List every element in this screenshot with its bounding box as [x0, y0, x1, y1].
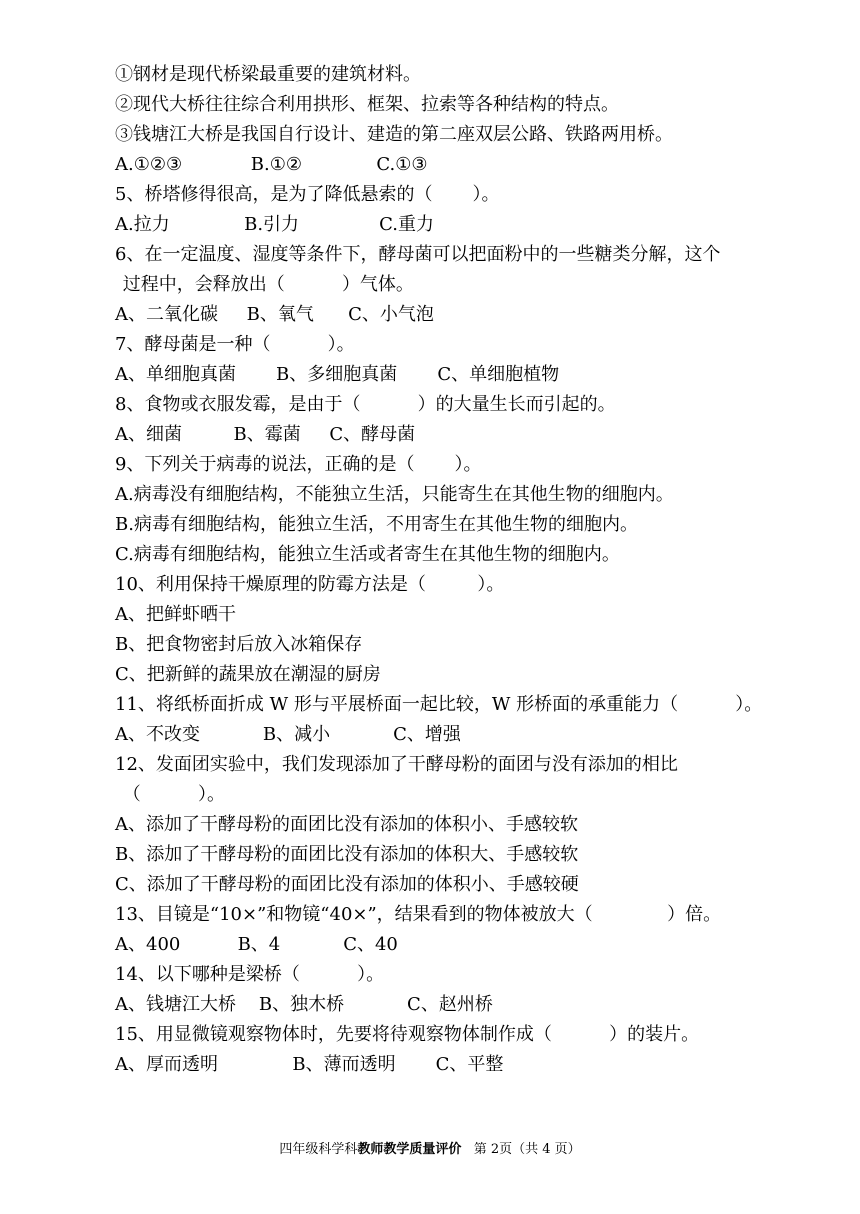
question-10: 10、利用保持干燥原理的防霉方法是（ ）。 [115, 574, 505, 595]
answer-options: A、400 B、4 C、40 [115, 934, 398, 955]
question-14: 14、以下哪种是梁桥（ ）。 [115, 964, 385, 985]
question-9: 9、下列关于病毒的说法，正确的是（ ）。 [115, 454, 482, 475]
question-5: 5、桥塔修得很高，是为了降低悬索的（ ）。 [115, 184, 500, 205]
footer-subject: 四年级科学科 [279, 1142, 358, 1157]
footer-title: 教师教学质量评价 [357, 1142, 462, 1157]
answer-options: A、钱塘江大桥 B、独木桥 C、赵州桥 [115, 994, 493, 1015]
answer-options: A、不改变 B、减小 C、增强 [115, 724, 461, 745]
question-11: 11、将纸桥面折成 W 形与平展桥面一起比较，W 形桥面的承重能力（ ）。 [115, 694, 763, 715]
answer-option-c: C.病毒有细胞结构，能独立生活或者寄生在其他生物的细胞内。 [115, 544, 620, 565]
answer-option-b: B、把食物密封后放入冰箱保存 [115, 634, 363, 655]
question-15: 15、用显微镜观察物体时，先要将待观察物体制作成（ ）的装片。 [115, 1024, 700, 1045]
text-line: ②现代大桥往往综合利用拱形、框架、拉索等各种结构的特点。 [115, 94, 619, 115]
question-6-cont: 过程中，会释放出（ ）气体。 [117, 274, 414, 295]
answer-options: A、细菌 B、霉菌 C、酵母菌 [115, 424, 416, 445]
answer-options: A.①②③ B.①② C.①③ [115, 154, 428, 175]
text-line: ①钢材是现代桥梁最重要的建筑材料。 [115, 64, 421, 85]
page-footer [0, 1138, 860, 1157]
answer-option-a: A、添加了干酵母粉的面团比没有添加的体积小、手感较软 [115, 814, 578, 835]
question-12: 12、发面团实验中，我们发现添加了干酵母粉的面团与没有添加的相比 [115, 754, 678, 775]
answer-option-c: C、把新鲜的蔬果放在潮湿的厨房 [115, 664, 381, 685]
text-line: ③钱塘江大桥是我国自行设计、建造的第二座双层公路、铁路两用桥。 [115, 124, 673, 145]
answer-options: A.拉力 B.引力 C.重力 [115, 214, 435, 235]
answer-options: A、二氧化碳 B、氧气 C、小气泡 [115, 304, 434, 325]
question-6: 6、在一定温度、湿度等条件下，酵母菌可以把面粉中的一些糖类分解，这个 [115, 244, 721, 265]
question-13: 13、目镜是“10×”和物镜“40×”，结果看到的物体被放大（ ）倍。 [115, 904, 722, 925]
answer-options: A、厚而透明 B、薄而透明 C、平整 [115, 1054, 504, 1075]
footer-page-number: 第 2页（共 4 页） [461, 1142, 581, 1157]
question-8: 8、食物或衣服发霉，是由于（ ）的大量生长而引起的。 [115, 394, 616, 415]
question-12-cont: （ ）。 [117, 784, 225, 805]
answer-option-b: B.病毒有细胞结构，能独立生活，不用寄生在其他生物的细胞内。 [115, 514, 638, 535]
exam-body [115, 60, 805, 1080]
answer-option-c: C、添加了干酵母粉的面团比没有添加的体积小、手感较硬 [115, 874, 579, 895]
question-7: 7、酵母菌是一种（ ）。 [115, 334, 355, 355]
answer-option-a: A.病毒没有细胞结构，不能独立生活，只能寄生在其他生物的细胞内。 [115, 484, 674, 505]
answer-options: A、单细胞真菌 B、多细胞真菌 C、单细胞植物 [115, 364, 560, 385]
answer-option-a: A、把鲜虾晒干 [115, 604, 236, 625]
answer-option-b: B、添加了干酵母粉的面团比没有添加的体积大、手感较软 [115, 844, 579, 865]
